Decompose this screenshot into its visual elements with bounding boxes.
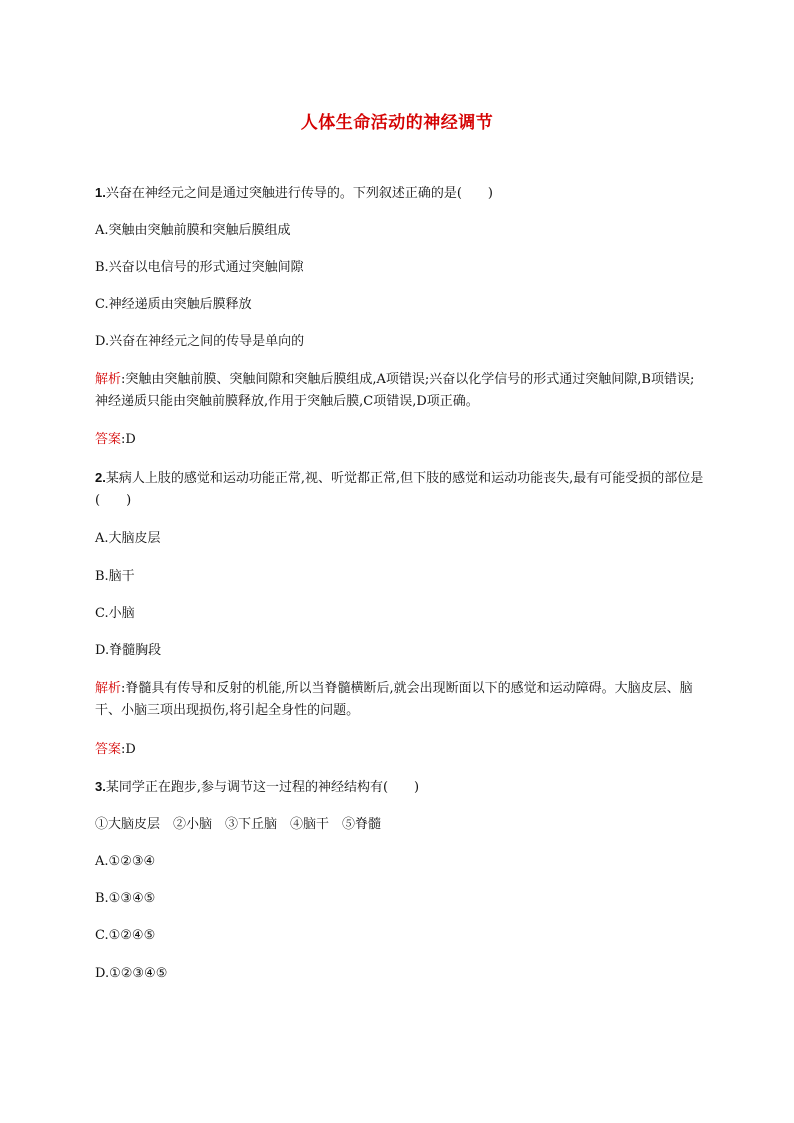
analysis-text: :脊髓具有传导和反射的机能,所以当脊髓横断后,就会出现断面以下的感觉和运动障碍。大脑皮层、脑干、小脑三项出现损伤,将引起全身性的问题。 bbox=[95, 681, 693, 718]
question-number: 2. bbox=[95, 470, 106, 485]
question-2-analysis bbox=[95, 678, 705, 722]
question-1-option-a: A.突触由突触前膜和突触后膜组成 bbox=[95, 223, 291, 238]
question-2-answer bbox=[95, 740, 705, 760]
question-1-stem bbox=[95, 183, 705, 204]
question-2-option-b: B.脑干 bbox=[95, 569, 135, 584]
question-number: 3. bbox=[95, 779, 106, 794]
question-2-option-a: A.大脑皮层 bbox=[95, 531, 161, 546]
answer-text: :D bbox=[121, 432, 136, 447]
question-text: 某病人上肢的感觉和运动功能正常,视、听觉都正常,但下肢的感觉和运动功能丧失,最有可能受损的部位是( ) bbox=[95, 471, 704, 508]
question-3-option-b: B.①③④⑤ bbox=[95, 891, 156, 906]
question-3-option-d: D.①②③④⑤ bbox=[95, 966, 168, 981]
question-number: 1. bbox=[95, 185, 106, 200]
document-title: 人体生命活动的神经调节 bbox=[300, 113, 494, 133]
answer-label: 答案 bbox=[95, 432, 122, 447]
question-1-answer bbox=[95, 430, 705, 450]
question-1-option-c: C.神经递质由突触后膜释放 bbox=[95, 297, 252, 312]
question-2-option-d: D.脊髓胸段 bbox=[95, 643, 162, 658]
answer-label: 答案 bbox=[95, 742, 122, 757]
question-3-option-a: A.①②③④ bbox=[95, 854, 156, 869]
question-3-stem bbox=[95, 777, 705, 798]
question-3-option-c: C.①②④⑤ bbox=[95, 928, 156, 943]
analysis-text: :突触由突触前膜、突触间隙和突触后膜组成,A项错误;兴奋以化学信号的形式通过突触间隙,B项错误;神经递质只能由突触前膜释放,作用于突触后膜,C项错误,D项正确。 bbox=[95, 372, 695, 409]
question-text: 某同学正在跑步,参与调节这一过程的神经结构有( ) bbox=[105, 780, 420, 795]
question-2-stem bbox=[95, 467, 705, 512]
question-1-option-b: B.兴奋以电信号的形式通过突触间隙 bbox=[95, 260, 304, 275]
question-3-items: ①大脑皮层 ②小脑 ③下丘脑 ④脑干 ⑤脊髓 bbox=[95, 817, 382, 832]
question-1-analysis bbox=[95, 369, 705, 413]
analysis-label: 解析 bbox=[95, 372, 122, 387]
answer-text: :D bbox=[121, 742, 136, 757]
question-text: 兴奋在神经元之间是通过突触进行传导的。下列叙述正确的是( ) bbox=[105, 186, 493, 201]
analysis-label: 解析 bbox=[95, 681, 122, 696]
question-2-option-c: C.小脑 bbox=[95, 606, 135, 621]
question-1-option-d: D.兴奋在神经元之间的传导是单向的 bbox=[95, 334, 305, 349]
